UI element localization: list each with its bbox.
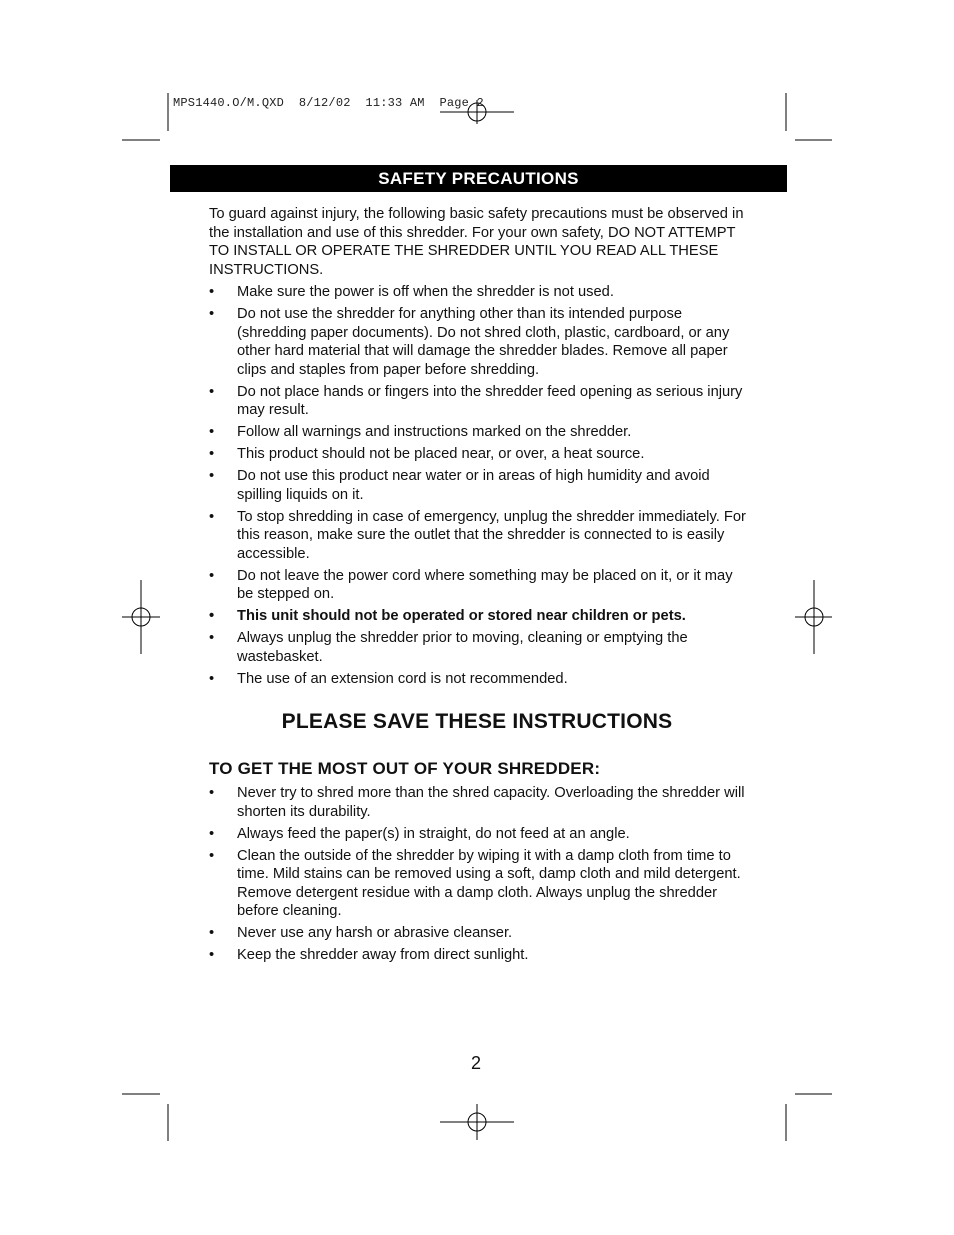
precautions-list — [209, 283, 749, 688]
list-item-warning: • This unit should not be operated or stored near children or pets. — [209, 607, 749, 626]
file-slug: MPS1440.O/M.QXD 8/12/02 11:33 AM Page 2 — [173, 96, 484, 110]
list-item: • This product should not be placed near, or over, a heat source. — [209, 445, 749, 464]
list-item: • Do not use this product near water or in areas of high humidity and avoid spilling liquids on it. — [209, 467, 749, 504]
list-item: • To stop shredding in case of emergency, unplug the shredder immediately. For this reason, make sure the outlet that the shredder is connected to is easily accessible. — [209, 508, 749, 564]
page-number: 2 — [470, 1053, 481, 1073]
list-item: • Never use any harsh or abrasive cleanser. — [209, 924, 749, 943]
list-item: • Clean the outside of the shredder by wiping it with a damp cloth from time to time. Mild stains can be removed using a soft, damp cloth and mild detergent. Remove detergent residue with a damp cloth. Always unplug the shredder before cleaning. — [209, 847, 749, 921]
list-item: • Never try to shred more than the shred capacity. Overloading the shredder will shorten its durability. — [209, 784, 749, 821]
list-item: • Make sure the power is off when the shredder is not used. — [209, 283, 749, 302]
list-item: • Always feed the paper(s) in straight, do not feed at an angle. — [209, 825, 749, 844]
tips-list — [209, 784, 749, 965]
list-item: • Follow all warnings and instructions marked on the shredder. — [209, 423, 749, 442]
save-instructions-title: PLEASE SAVE THESE INSTRUCTIONS — [281, 710, 673, 733]
intro-paragraph: To guard against injury, the following basic safety precautions must be observed in the installation and use of this shredder. For your own safety, DO NOT ATTEMPT TO INSTALL OR OPERATE THE SHREDDER UNTIL YOU READ ALL THESE INSTRUCTIONS. — [209, 206, 744, 278]
section-header: SAFETY PRECAUTIONS — [170, 165, 787, 192]
list-item: • Always unplug the shredder prior to moving, cleaning or emptying the wastebasket. — [209, 629, 749, 666]
list-item: • The use of an extension cord is not recommended. — [209, 670, 749, 689]
list-item: • Do not use the shredder for anything other than its intended purpose (shredding paper documents). Do not shred cloth, plastic, cardboard, or any other hard material that will damage the shredder blades. Remove all paper clips and staples from paper before shredding. — [209, 305, 749, 379]
list-item: • Keep the shredder away from direct sunlight. — [209, 946, 749, 965]
list-item: • Do not place hands or fingers into the shredder feed opening as serious injury may result. — [209, 383, 749, 420]
list-item: • Do not leave the power cord where something may be placed on it, or it may be stepped on. — [209, 567, 749, 604]
tips-title: TO GET THE MOST OUT OF YOUR SHREDDER: — [209, 758, 601, 778]
content-body — [209, 205, 749, 968]
